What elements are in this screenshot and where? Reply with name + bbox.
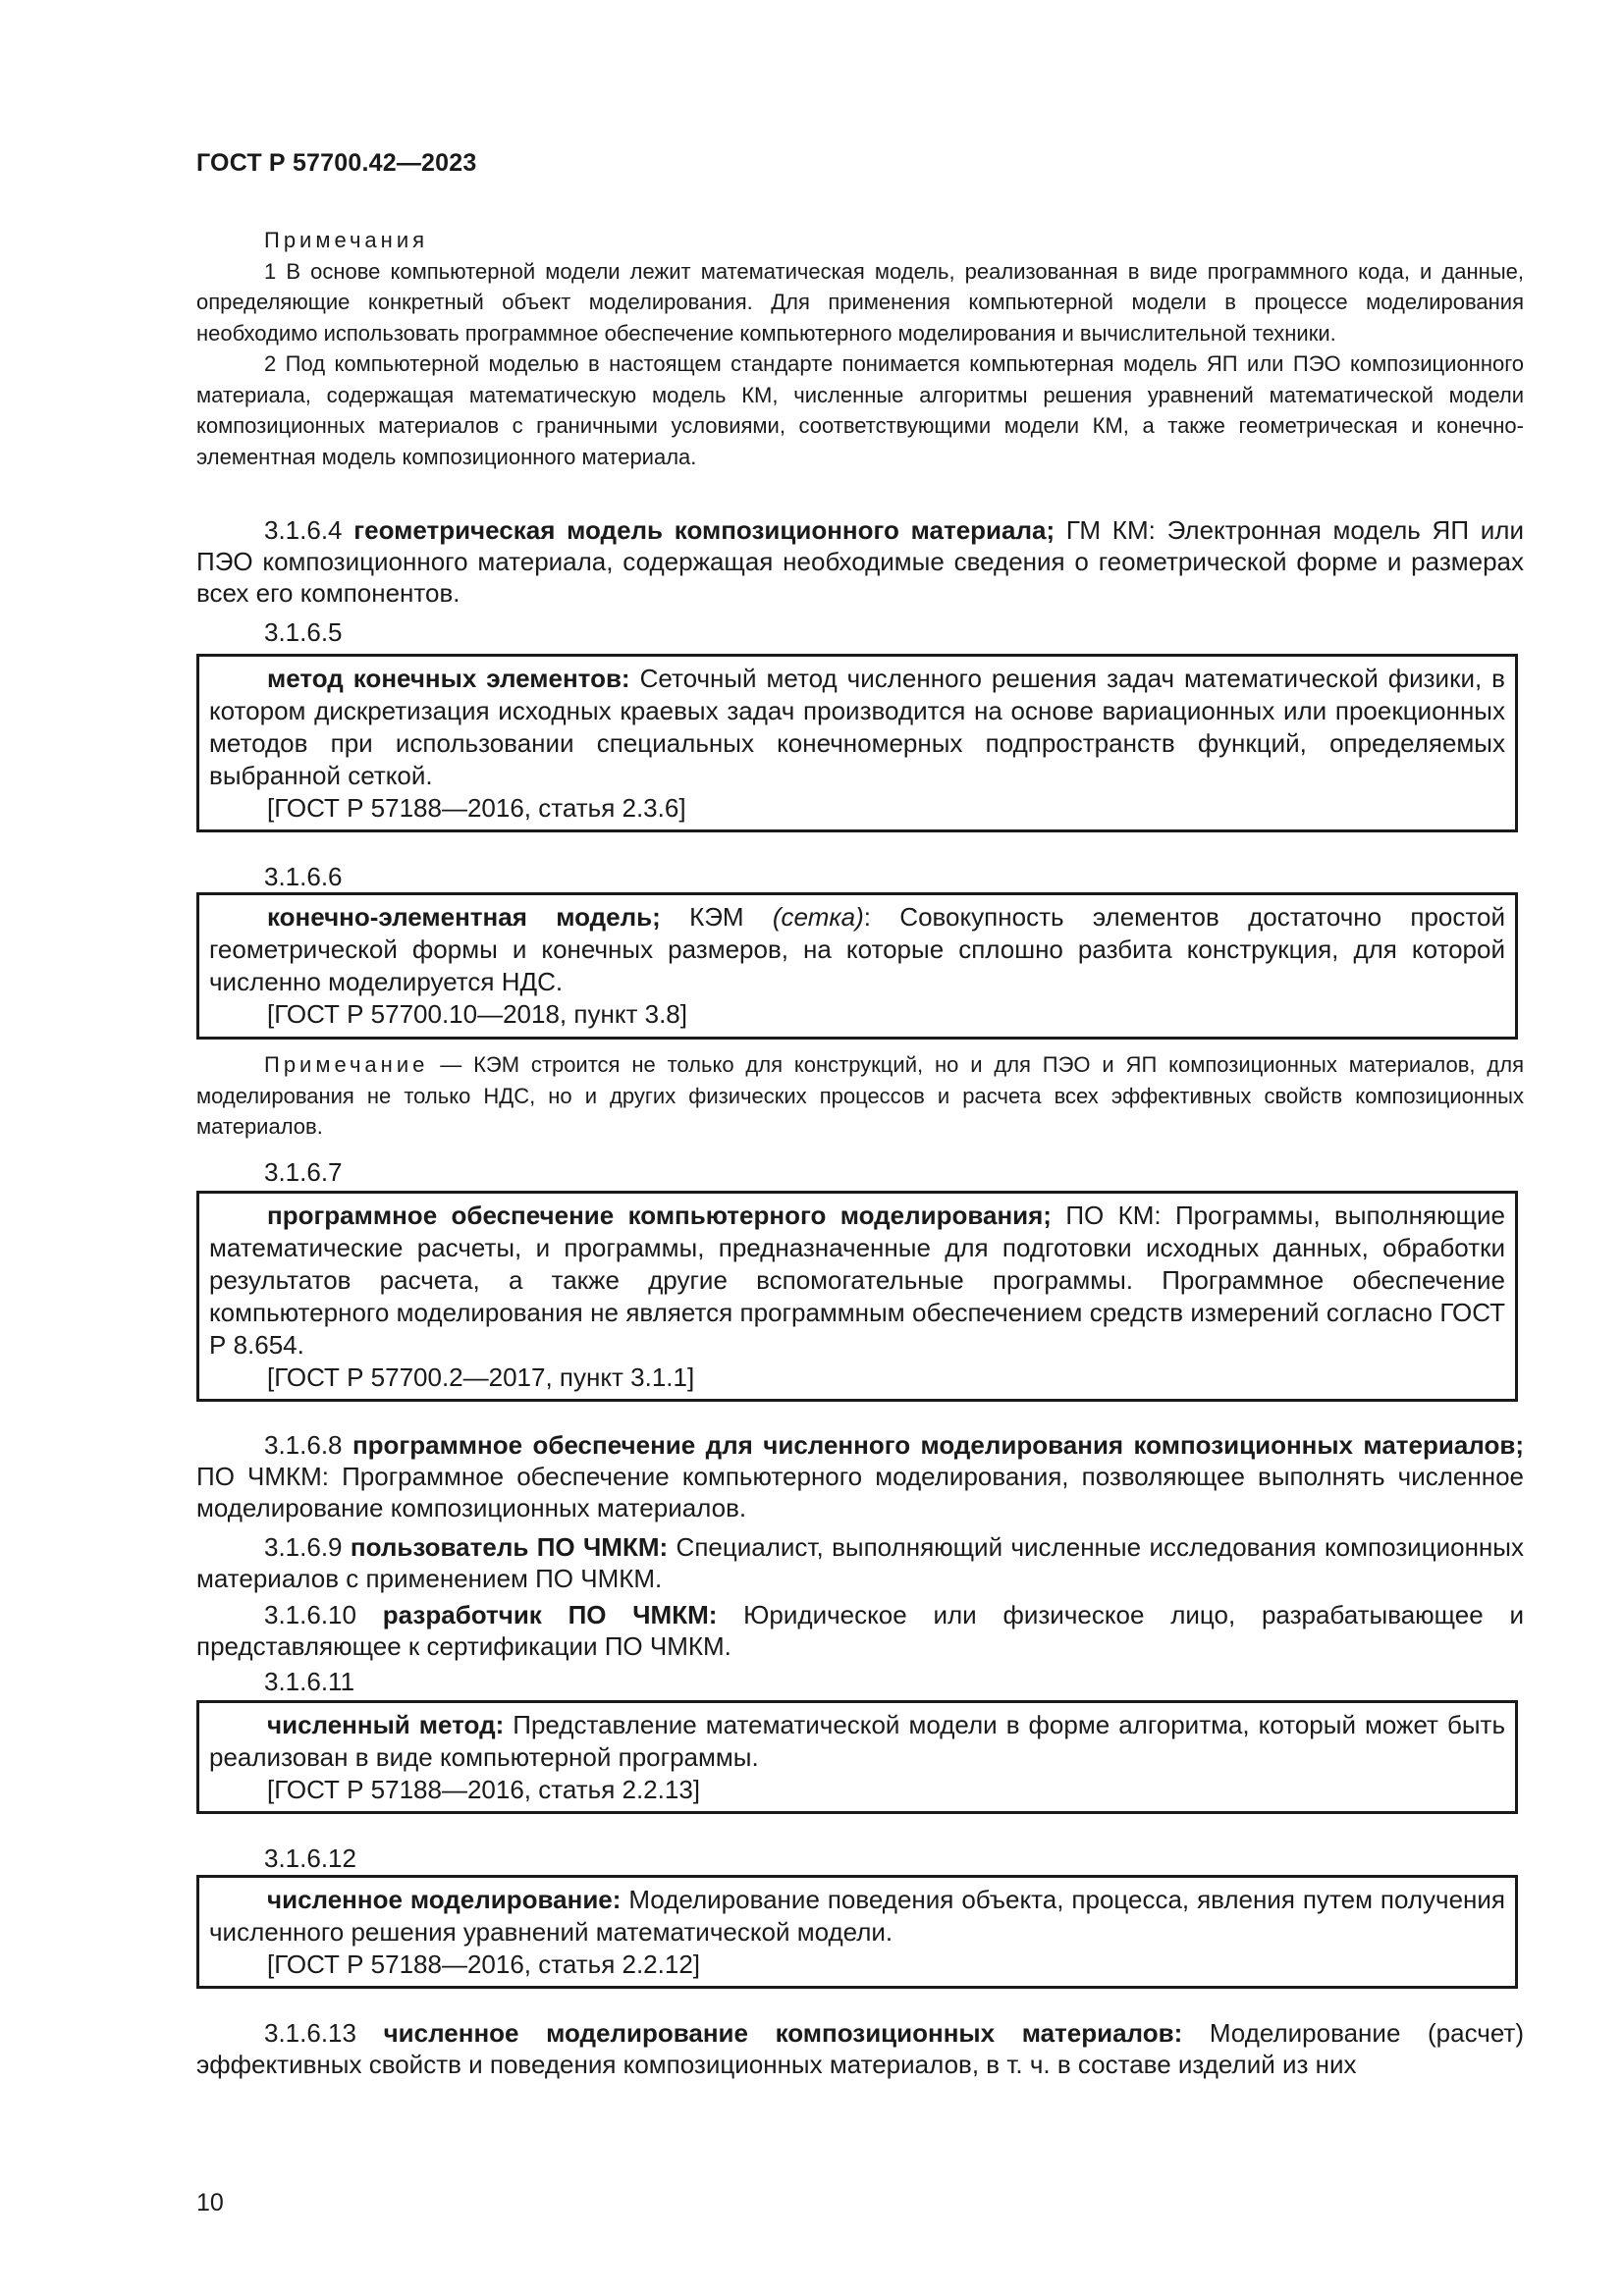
term-box-3166 [196,892,1518,1040]
term-definition: Моделирование поведения объекта, процесса, явления путем получения численного решения уравнений математической модели. [209,1885,1505,1947]
note-2: 2 Под компьютерной моделью в настоящем стандарте понимается компьютерная модель ЯП или ПЭО композиционного материала, содержащая математическую модель КМ, численные алгоритмы решения уравнений математической модели композиционных материалов с граничными условиями, соответствующими модели КМ, а также геометрическая и конечно-элементная модель композиционного материала. [196,351,1524,469]
term-name: численное моделирование: [267,1885,622,1914]
page-number: 10 [196,2189,224,2216]
term-box-3167 [196,1191,1518,1402]
term-number: 3.1.6.10 [264,1600,356,1629]
term-name: разработчик ПО ЧМКМ: [382,1600,718,1629]
term-number: 3.1.6.13 [264,2018,356,2048]
notes-block [196,225,1524,472]
term-31610 [196,1599,1524,1662]
term-alternative: (сетка) [772,902,864,932]
term-3168 [196,1429,1524,1523]
term-name: конечно-элементная модель; [267,902,661,932]
term-reference: [ГОСТ Р 57700.2—2017, пункт 3.1.1] [267,1362,695,1392]
term-definition: Специалист, выполняющий численные исследования композиционных материалов с применением ПО ЧМКМ. [196,1532,1524,1593]
term-number: 3.1.6.4 [264,515,343,545]
term-number-31612: 3.1.6.12 [264,1843,356,1873]
term-number: 3.1.6.9 [264,1532,343,1562]
term-definition: ПО КМ: Программы, выполняющие математические расчеты, и программы, предназначенные для подготовки исходных данных, обработки результатов расчета, а также другие вспомогательные программы. Программное обеспечение компьютерного моделирования не является программным обеспечением средств измерений согласно ГОСТ Р 8.654. [209,1201,1505,1360]
term-3169 [196,1531,1524,1594]
term-definition: : Совокупность элементов достаточно простой геометрической формы и конечных размеров, на которые сплошно разбита конструкция, для которой численно моделируется НДС. [209,902,1505,996]
term-3164 [196,514,1524,609]
term-definition: Сеточный метод численного решения задач математической физики, в котором дискретизация исходных краевых задач производится на основе вариационных или проекционных методов при использовании специальных конечномерных подпространств функций, определяемых выбранной сеткой. [209,664,1505,790]
term-definition: Представление математической модели в форме алгоритма, который может быть реализован в виде компьютерной программы. [209,1710,1505,1772]
term-number-3165: 3.1.6.5 [264,617,343,647]
note-title: Примечание [264,1052,429,1077]
term-number-31611: 3.1.6.11 [264,1667,355,1696]
term-definition: Юридическое или физическое лицо, разрабатывающее и представляющее к сертификации ПО ЧМКМ. [196,1600,1524,1661]
term-name: пользователь ПО ЧМКМ: [350,1532,669,1562]
term-box-31612 [196,1875,1518,1989]
note-3166 [196,1049,1524,1143]
term-abbreviation: КЭМ [660,902,773,932]
term-name: геометрическая модель композиционного материала; [353,515,1056,545]
note-text: — КЭМ строится не только для конструкций, но и для ПЭО и ЯП композиционных материалов, для моделирования не только НДС, но и других физических процессов и расчета всех эффективных свойств композиционных материалов. [196,1052,1524,1139]
term-box-31611 [196,1700,1518,1814]
note-1: 1 В основе компьютерной модели лежит математическая модель, реализованная в виде программного кода, и данные, определяющие конкретный объект моделирования. Для применения компьютерной модели в процессе моделирования необходимо использовать программное обеспечение компьютерного моделирования и вычислительной техники. [196,258,1524,346]
term-name: программное обеспечение для численного моделирования композиционных материалов; [352,1430,1524,1460]
term-31613 [196,2017,1524,2080]
term-reference: [ГОСТ Р 57188—2016, статья 2.3.6] [267,793,686,823]
term-number-3167: 3.1.6.7 [264,1157,343,1187]
term-box-3165 [196,654,1518,832]
term-reference: [ГОСТ Р 57188—2016, статья 2.2.13] [267,1775,701,1804]
term-name: программное обеспечение компьютерного моделирования; [267,1201,1052,1230]
term-definition: Моделирование (расчет) эффективных свойств и поведения композиционных материалов, в т. ч. в составе изделий из них [196,2018,1524,2079]
notes-title: Примечания [264,228,429,252]
term-number: 3.1.6.8 [264,1430,343,1460]
term-definition: ПО ЧМКМ: Программное обеспечение компьютерного моделирования, позволяющее выполнять численное моделирование композиционных материалов. [196,1462,1524,1522]
term-name: численное моделирование композиционных материалов: [383,2018,1183,2048]
term-reference: [ГОСТ Р 57700.10—2018, пункт 3.8] [267,999,687,1029]
term-name: численный метод: [267,1710,505,1739]
term-definition: ГМ КМ: Электронная модель ЯП или ПЭО композиционного материала, содержащая необходимые сведения о геометрической форме и размерах всех его компонентов. [196,515,1524,608]
term-reference: [ГОСТ Р 57188—2016, статья 2.2.12] [267,1949,701,1979]
term-name: метод конечных элементов: [267,664,630,693]
term-number-3166: 3.1.6.6 [264,862,343,891]
standard-designation: ГОСТ Р 57700.42—2023 [196,149,477,177]
